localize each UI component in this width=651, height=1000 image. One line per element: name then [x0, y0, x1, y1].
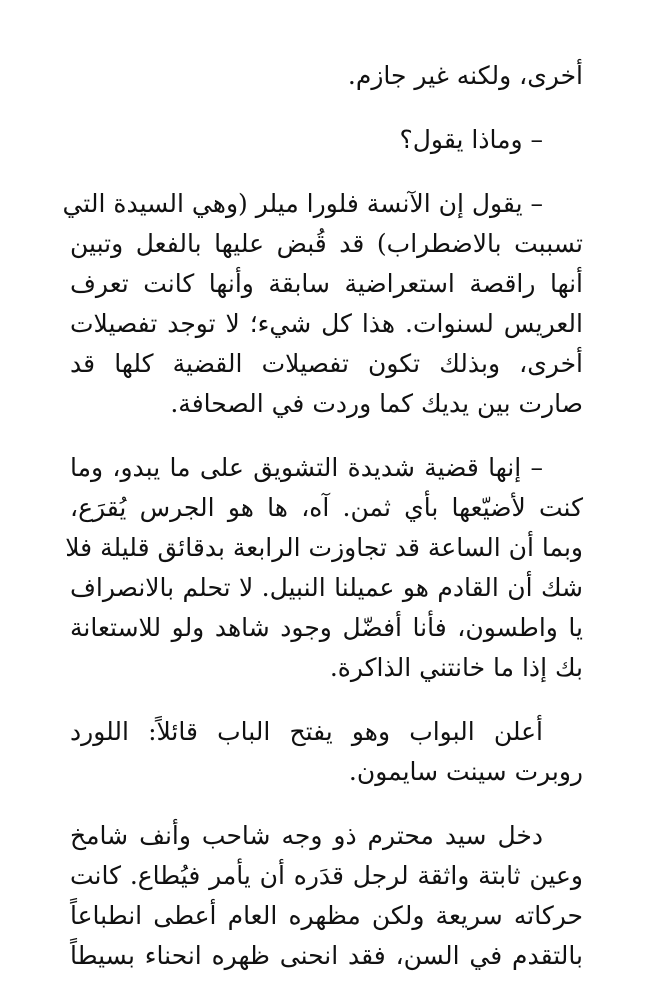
text-line: يا واطسون، فأنا أفضّل وجود شاهد ولو للاستعانة	[70, 613, 583, 642]
text-line: كنت لأضيّعها بأي ثمن. آه، ها هو الجرس يُقرَع،	[70, 493, 583, 522]
text-line: العريس لسنوات. هذا كل شيء؛ لا توجد تفصيلات	[70, 309, 583, 338]
text-line: – وماذا يقول؟	[399, 125, 543, 154]
paragraph-6	[70, 816, 583, 976]
text-line: تسببت بالاضطراب) قد قُبض عليها بالفعل وتبين	[70, 229, 583, 258]
text-line: دخل سيد محترم ذو وجه شاحب وأنف شامخ	[70, 821, 543, 850]
text-line: أخرى، وبذلك تكون تفصيلات القضية كلها قد	[70, 349, 583, 378]
text-line: حركاته سريعة ولكن مظهره العام أعطى انطباعاً	[70, 901, 583, 930]
text-line: أنها راقصة استعراضية سابقة وأنها كانت تعرف	[70, 269, 583, 298]
paragraph-1	[70, 56, 583, 96]
text-line: بالتقدم في السن، فقد انحنى ظهره انحناء بسيطاً	[70, 941, 583, 970]
text-line: – يقول إن الآنسة فلورا ميلر (وهي السيدة التي	[62, 189, 543, 218]
text-line: أخرى، ولكنه غير جازم.	[347, 61, 583, 90]
text-line: وعين ثابتة واثقة لرجل قدَره أن يأمر فيُطاع. كانت	[70, 861, 583, 890]
paragraph-2	[70, 120, 583, 160]
text-line: صارت بين يديك كما وردت في الصحافة.	[170, 389, 583, 418]
text-line: أعلن البواب وهو يفتح الباب قائلاً: اللورد	[70, 717, 543, 746]
text-line: روبرت سينت سايمون.	[348, 757, 583, 786]
paragraph-3	[62, 184, 583, 424]
text-line: وبما أن الساعة قد تجاوزت الرابعة بدقائق قليلة فلا	[65, 533, 583, 562]
text-line: شك أن القادم هو عميلنا النبيل. لا تحلم بالانصراف	[70, 573, 583, 602]
paragraph-5	[70, 712, 583, 792]
paragraph-4	[65, 448, 583, 688]
text-line: – إنها قضية شديدة التشويق على ما يبدو، وما	[70, 453, 543, 482]
text-line: بك إذا ما خانتني الذاكرة.	[329, 653, 583, 682]
